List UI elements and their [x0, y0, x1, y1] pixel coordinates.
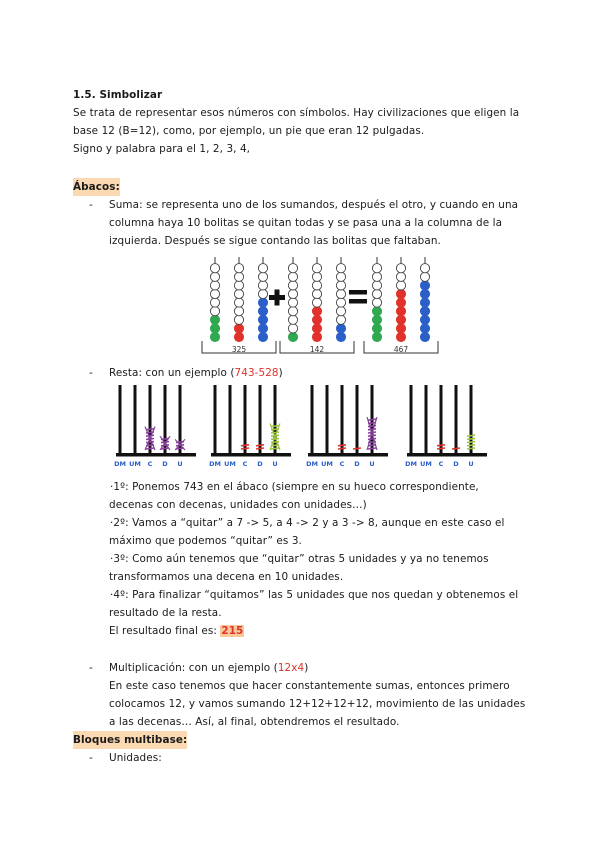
abacus-number: 467: [393, 345, 409, 354]
abacus-column-label: D: [257, 460, 263, 468]
resta-step: ·2º: Vamos a “quitar” a 7 -> 5, a 4 -> 2 y a 3 -> 8, aunque en este caso el: [110, 517, 505, 529]
bead-empty: [234, 307, 243, 316]
resta-step: decenas con decenas, unidades con unidades…): [109, 499, 367, 511]
bead-filled: [210, 324, 219, 333]
bead-empty: [312, 298, 321, 307]
abacus-mark: [271, 426, 279, 427]
bead-empty: [336, 315, 345, 324]
abacus-mark: [271, 448, 279, 449]
abacus-column-label: UM: [321, 460, 333, 468]
suma-line: columna haya 10 bolitas se quitan todas y se pasa una a la columna de la: [109, 217, 503, 229]
bead-empty: [234, 264, 243, 273]
abacus-rod: [425, 385, 428, 453]
bead-empty: [336, 281, 345, 290]
bead-empty: [234, 289, 243, 298]
bead-filled: [336, 324, 345, 333]
abacus-column-label: DM: [405, 460, 417, 468]
abacus-rod: [455, 385, 458, 453]
resta-example: 743-528: [234, 367, 279, 379]
abacus-mark: [271, 432, 279, 433]
bead-empty: [312, 264, 321, 273]
bead-empty: [420, 272, 429, 281]
bead-empty: [234, 281, 243, 290]
abacus-mark: [368, 448, 376, 449]
abacus-mark: [368, 445, 376, 446]
abacus-rod: [229, 385, 232, 453]
paragraph-line: Se trata de representar esos números con símbolos. Hay civilizaciones que eligen la: [73, 107, 520, 119]
bloques-heading: Bloques multibase:: [73, 731, 187, 749]
bead-empty: [258, 289, 267, 298]
bead-empty: [258, 272, 267, 281]
abacus-mark: [241, 448, 249, 449]
abacus-number: 142: [309, 345, 325, 354]
abacos-heading: Ábacos:: [73, 178, 120, 196]
bead-filled: [420, 315, 429, 324]
bead-filled: [420, 281, 429, 290]
abacus-base: [407, 453, 487, 457]
suma-line: izquierda. Después se sigue contando las bolitas que faltaban.: [109, 235, 441, 247]
abacus-mark: [161, 448, 169, 449]
bead-filled: [396, 332, 405, 341]
abacus-mark: [467, 438, 475, 439]
bead-filled: [396, 324, 405, 333]
bead-filled: [258, 332, 267, 341]
bead-filled: [210, 332, 219, 341]
bead-empty: [234, 298, 243, 307]
bead-filled: [258, 298, 267, 307]
bead-filled: [210, 315, 219, 324]
abacus-column-label: UM: [224, 460, 236, 468]
abacus-mark: [338, 448, 346, 449]
abacus-column-label: DM: [209, 460, 221, 468]
bead-empty: [288, 324, 297, 333]
section-title: 1.5. Simbolizar: [73, 89, 163, 101]
abacus-column-label: UM: [420, 460, 432, 468]
bead-filled: [234, 332, 243, 341]
abacus-rod: [134, 385, 137, 453]
bead-filled: [396, 307, 405, 316]
abacus-mark: [467, 445, 475, 446]
abacus-rod: [259, 385, 262, 453]
abacus-mark: [241, 445, 249, 446]
abacus-column-label: DM: [114, 460, 126, 468]
bead-filled: [372, 332, 381, 341]
paragraph-line: base 12 (B=12), como, por ejemplo, un pie que eran 12 pulgadas.: [73, 125, 425, 137]
abacus-column-label: D: [354, 460, 360, 468]
abacus-column-label: U: [468, 460, 474, 468]
bead-empty: [288, 264, 297, 273]
abacus-rod: [410, 385, 413, 453]
abacus-base: [116, 453, 196, 457]
resta-step: ·1º: Ponemos 743 en el ábaco (siempre en su hueco correspondiente,: [110, 481, 479, 493]
bead-empty: [396, 272, 405, 281]
abacus-column-label: D: [453, 460, 459, 468]
resta-step: ·4º: Para finalizar “quitamos” las 5 unidades que nos quedan y obtenemos el: [110, 589, 519, 601]
abacus-rod: [440, 385, 443, 453]
bead-filled: [258, 307, 267, 316]
multiplicacion-line: En este caso tenemos que hacer constantemente sumas, entonces primero: [109, 680, 510, 692]
bead-empty: [210, 298, 219, 307]
bead-empty: [372, 289, 381, 298]
abacus-mark: [146, 442, 154, 443]
paragraph-line: Signo y palabra para el 1, 2, 3, 4,: [73, 143, 251, 155]
resta-step: ·3º: Como aún tenemos que “quitar” otras 5 unidades y ya no tenemos: [110, 553, 489, 565]
bead-empty: [312, 281, 321, 290]
bead-empty: [312, 289, 321, 298]
bead-filled: [420, 307, 429, 316]
abacus-base: [308, 453, 388, 457]
bead-empty: [372, 298, 381, 307]
bead-empty: [372, 281, 381, 290]
bead-filled: [372, 315, 381, 324]
bead-empty: [258, 264, 267, 273]
multiplicacion-line: a las decenas… Así, al final, obtendremos el resultado.: [109, 716, 400, 728]
resta-abacus-figure: [115, 383, 500, 473]
bullet-dash: -: [89, 199, 93, 211]
bead-empty: [336, 298, 345, 307]
equals-icon: [349, 299, 367, 304]
bead-empty: [210, 307, 219, 316]
bullet-dash: -: [89, 662, 93, 674]
bead-filled: [372, 307, 381, 316]
bead-empty: [234, 272, 243, 281]
bead-filled: [396, 298, 405, 307]
multiplicacion-line: colocamos 12, y vamos sumando 12+12+12+12, movimiento de las unidades: [109, 698, 526, 710]
abacus-mark: [353, 448, 361, 449]
bead-filled: [396, 289, 405, 298]
abacus-mark: [437, 448, 445, 449]
resta-step: resultado de la resta.: [109, 607, 222, 619]
bead-filled: [312, 307, 321, 316]
abacus-column-label: U: [272, 460, 278, 468]
bead-empty: [210, 281, 219, 290]
bead-filled: [420, 324, 429, 333]
abacus-mark: [437, 445, 445, 446]
bloques-unidades: Unidades:: [109, 752, 162, 764]
bead-empty: [420, 264, 429, 273]
abacus-column-label: C: [147, 460, 153, 468]
abacus-mark: [368, 429, 376, 430]
abacus-rod: [244, 385, 247, 453]
bead-empty: [210, 289, 219, 298]
bead-filled: [372, 324, 381, 333]
resta-result-line: El resultado final es: 215: [109, 625, 244, 637]
bead-empty: [336, 289, 345, 298]
abacus-rod: [119, 385, 122, 453]
abacus-mark: [467, 435, 475, 436]
abacus-column-label: C: [438, 460, 444, 468]
bead-filled: [312, 315, 321, 324]
bead-empty: [288, 289, 297, 298]
abacus-rod: [326, 385, 329, 453]
suma-line: Suma: se representa uno de los sumandos, después el otro, y cuando en una: [109, 199, 519, 211]
abacus-rod: [356, 385, 359, 453]
bead-filled: [420, 332, 429, 341]
bead-empty: [288, 281, 297, 290]
bead-empty: [288, 272, 297, 281]
bead-empty: [372, 272, 381, 281]
abacus-mark: [256, 445, 264, 446]
resta-step: transformamos una decena en 10 unidades.: [109, 571, 344, 583]
multiplicacion-label: Multiplicación: con un ejemplo (12x4): [109, 662, 309, 674]
resta-label: Resta: con un ejemplo (743-528): [109, 367, 283, 379]
abacus-column-label: C: [339, 460, 345, 468]
plus-icon: [275, 290, 280, 306]
abacus-mark: [256, 448, 264, 449]
abacus-mark: [146, 448, 154, 449]
bead-filled: [420, 298, 429, 307]
bead-filled: [312, 324, 321, 333]
abacus-rod: [214, 385, 217, 453]
abacus-mark: [146, 429, 154, 430]
abacus-mark: [467, 442, 475, 443]
bead-empty: [210, 264, 219, 273]
abacus-mark: [338, 445, 346, 446]
abacus-mark: [271, 438, 279, 439]
abacus-column-label: DM: [306, 460, 318, 468]
bead-empty: [210, 272, 219, 281]
abacus-column-label: C: [242, 460, 248, 468]
bullet-dash: -: [89, 367, 93, 379]
bead-filled: [312, 332, 321, 341]
bead-empty: [336, 307, 345, 316]
abacus-column-label: D: [162, 460, 168, 468]
resta-result: 215: [221, 625, 244, 637]
bead-empty: [396, 264, 405, 273]
multiplicacion-example: 12x4: [277, 662, 305, 674]
bead-empty: [372, 264, 381, 273]
abacus-mark: [368, 419, 376, 420]
bead-empty: [288, 307, 297, 316]
resta-step: máximo que podemos “quitar” es 3.: [109, 535, 302, 547]
bead-empty: [288, 298, 297, 307]
bead-filled: [288, 332, 297, 341]
abacus-rod: [341, 385, 344, 453]
abacus-mark: [161, 445, 169, 446]
bead-filled: [258, 324, 267, 333]
abacus-mark: [452, 448, 460, 449]
abacus-mark: [368, 438, 376, 439]
bead-empty: [396, 281, 405, 290]
suma-abacus-figure: [195, 255, 455, 360]
abacus-column-label: U: [369, 460, 375, 468]
bead-empty: [336, 264, 345, 273]
abacus-base: [211, 453, 291, 457]
bead-empty: [288, 315, 297, 324]
bead-filled: [396, 315, 405, 324]
bead-filled: [258, 315, 267, 324]
bead-filled: [336, 332, 345, 341]
abacus-mark: [467, 448, 475, 449]
bead-filled: [234, 324, 243, 333]
bead-empty: [234, 315, 243, 324]
abacus-column-label: U: [177, 460, 183, 468]
abacus-mark: [146, 435, 154, 436]
bullet-dash: -: [89, 752, 93, 764]
abacus-column-label: UM: [129, 460, 141, 468]
abacus-rod: [311, 385, 314, 453]
bead-empty: [312, 272, 321, 281]
abacus-number: 325: [231, 345, 247, 354]
bead-filled: [420, 289, 429, 298]
bead-empty: [258, 281, 267, 290]
equals-icon: [349, 290, 367, 295]
bead-empty: [336, 272, 345, 281]
